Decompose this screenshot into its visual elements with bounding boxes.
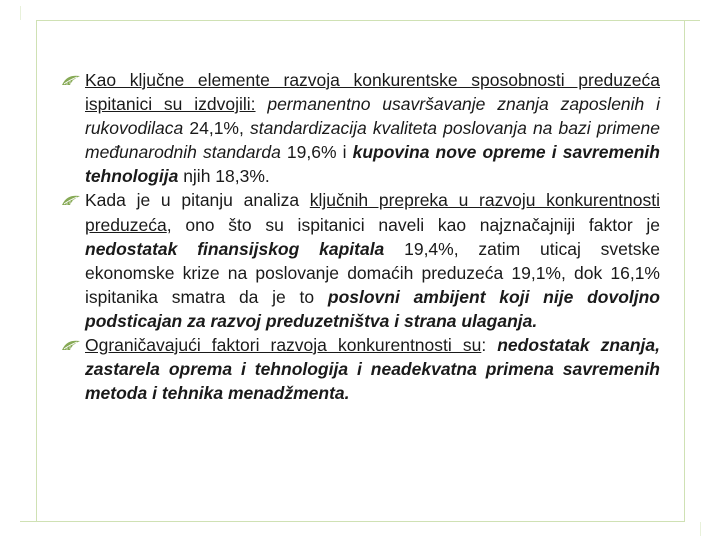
bullet-3-seg-0: Ograničavajući faktori razvoja konkurentnosti su <box>85 335 482 356</box>
bullet-3-seg-1: : <box>481 335 498 356</box>
bullet-3-seg-2: nedostatak znanja, zastarela oprema i tehnologija i neadekvatna primena savremenih metoda i tehnika menadžmenta. <box>85 335 660 404</box>
corner-decoration <box>700 522 701 536</box>
bullet-1-seg-0: Kao ključne elemente razvoja konkurentske sposobnosti preduzeća ispitanici su izdvojili: <box>85 70 660 115</box>
bullet-2-seg-0: Kada je u pitanju analiza <box>85 190 310 211</box>
bullet-1-seg-1 <box>256 94 268 114</box>
bullet-1-seg-3: 24,1%, <box>183 118 250 139</box>
bullet-1-seg-2: permanentno usavršavanje znanja zaposlenih i rukovodilaca <box>85 94 660 139</box>
bullet-2-seg-4: 19,4%, zatim uticaj svetske ekonomske krize na poslovanje domaćih preduzeća 19,1%, dok 16,1% ispitanika smatra da je to <box>85 238 661 307</box>
frame-line-bottom <box>20 521 684 522</box>
bullet-1-seg-4: standardizacija kvaliteta poslovanja na bazi primene međunarodnih standarda <box>85 118 660 163</box>
bullet-list <box>60 68 660 405</box>
leaf-bullet-icon <box>61 194 81 207</box>
bullet-item-key-obstacles <box>60 188 660 333</box>
bullet-1-seg-7: njih 18,3%. <box>178 166 270 187</box>
bullet-1-seg-6: kupovina nove opreme i savremenih tehnologija <box>85 142 660 187</box>
bullet-item-key-elements <box>60 68 660 188</box>
leaf-bullet-icon <box>61 339 81 352</box>
bullet-item-limiting-factors <box>60 333 660 405</box>
corner-decoration <box>20 6 21 20</box>
frame-line-right <box>684 20 685 522</box>
frame-line-left <box>36 20 37 522</box>
bullet-2-seg-5: poslovni ambijent koji nije dovoljno podsticajan za razvoj preduzetništva i strana ulaganja. <box>85 286 660 331</box>
frame-line-top <box>36 20 700 21</box>
bullet-2-seg-1: ključnih prepreka u razvoju konkurentnosti preduzeća <box>85 190 660 235</box>
leaf-bullet-icon <box>61 74 81 87</box>
bullet-2-seg-2: , ono što su ispitanici naveli kao najznačajniji faktor je <box>166 214 660 235</box>
bullet-2-seg-3: nedostatak finansijskog kapitala <box>85 238 385 259</box>
bullet-1-seg-5: 19,6% i <box>280 142 353 163</box>
